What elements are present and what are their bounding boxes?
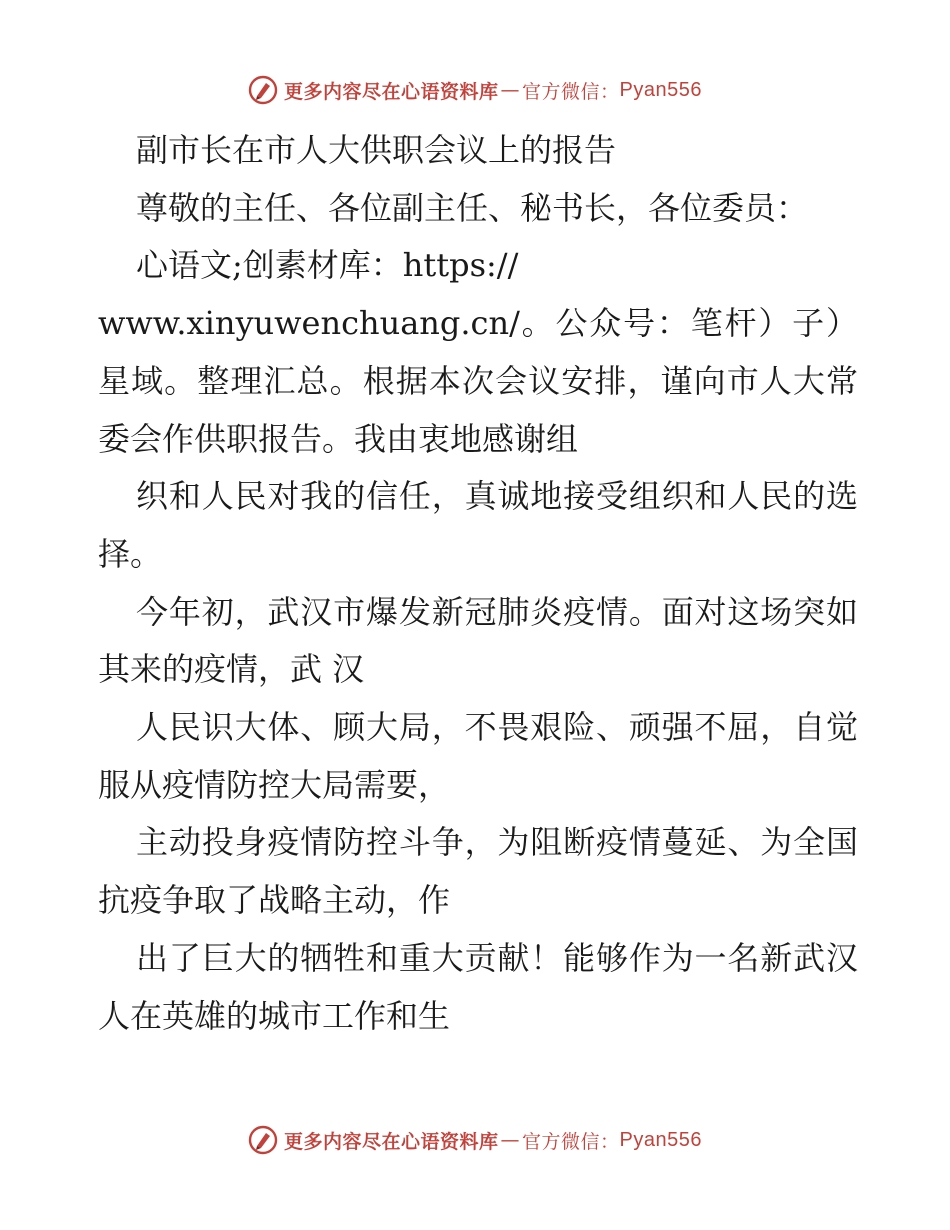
banner-dash: — <box>500 79 521 101</box>
banner-main-text: 更多内容尽在心语资料库 <box>284 80 499 103</box>
paragraph-people: 人民识大体、顾大局，不畏艰险、顽强不屈，自觉服从疫情防控大局需要， <box>98 708 858 804</box>
paragraph-thanks: 织和人民对我的信任，真诚地接受组织和人民的选择。 <box>98 477 858 573</box>
paragraph-source: 心语文;创素材库：https:// <box>136 246 519 285</box>
banner-wechat-label: 官方微信： <box>522 1130 620 1153</box>
banner-dash: — <box>500 1129 521 1151</box>
paragraph-intro: www.xinyuwenchuang.cn/。公众号：笔杆）子）星域。整理汇总。根据本次会议安排，谨向市人大常委会作供职报告。我由衷地感谢组 <box>98 304 858 458</box>
banner-wechat-label: 官方微信： <box>522 80 620 103</box>
paragraph-outbreak: 今年初，武汉市爆发新冠肺炎疫情。面对这场突如其来的疫情，武 汉 <box>98 592 858 689</box>
banner-wechat-id: Pyan556 <box>619 1128 702 1151</box>
pen-logo-icon <box>248 75 278 105</box>
banner-main-text: 更多内容尽在心语资料库 <box>284 1130 499 1153</box>
paragraph-sacrifice: 出了巨大的牺牲和重大贡献！能够作为一名新武汉人在英雄的城市工作和生 <box>98 938 858 1035</box>
document-body <box>98 122 858 1045</box>
paragraph-struggle: 主动投身疫情防控斗争，为阻断疫情蔓延、为全国抗疫争取了战略主动，作 <box>98 823 858 920</box>
footer-banner <box>0 1120 950 1160</box>
pen-logo-icon <box>248 1125 278 1155</box>
document-title: 副市长在市人大供职会议上的报告 <box>136 131 617 169</box>
banner-wechat-id: Pyan556 <box>619 78 702 101</box>
paragraph-salutation: 尊敬的主任、各位副主任、秘书长，各位委员： <box>136 188 809 227</box>
header-banner <box>0 70 950 110</box>
